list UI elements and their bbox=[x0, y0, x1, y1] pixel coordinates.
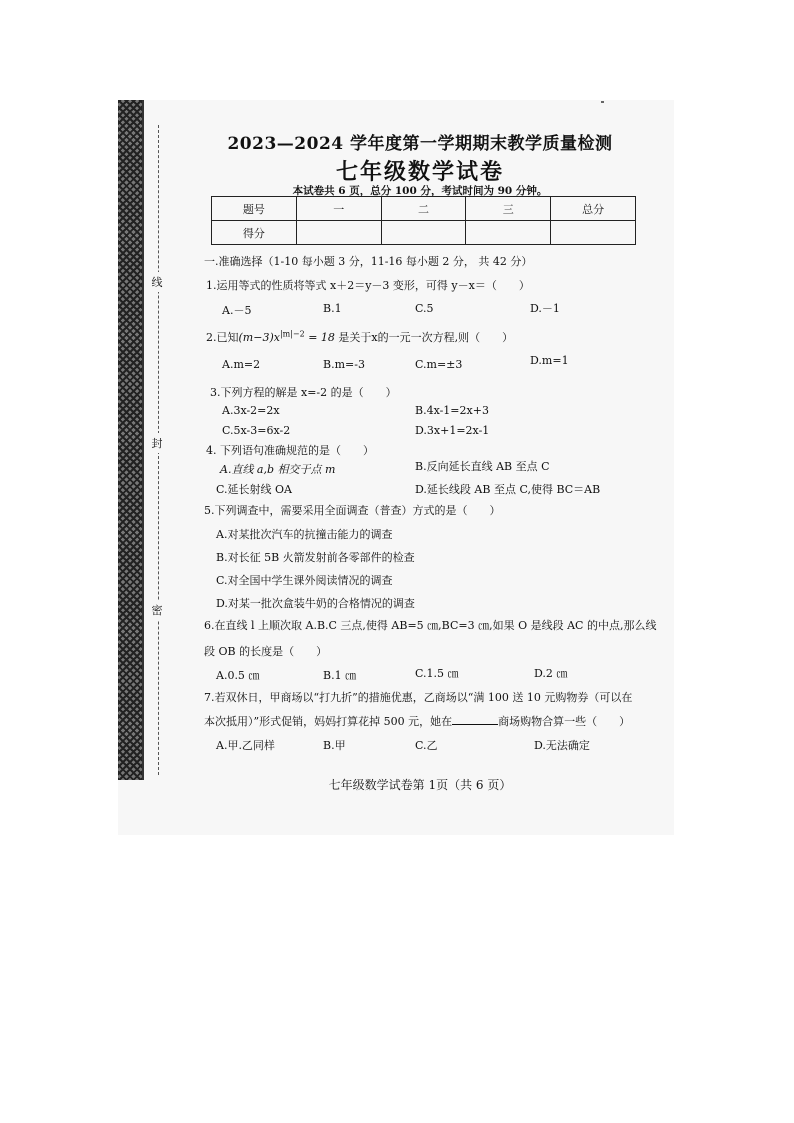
question-6-line1: 6.在直线 l 上顺次取 A.B.C 三点,使得 AB=5 ㎝,BC=3 ㎝,如果 O 是线段 AC 的中点,那么线 bbox=[204, 619, 657, 632]
scan-mark bbox=[601, 101, 604, 103]
q4-option-d: D.延长线段 AB 至点 C,使得 BC＝AB bbox=[415, 483, 601, 496]
q2-option-d: D.m=1 bbox=[530, 354, 569, 367]
q6-option-a: A.0.5 ㎝ bbox=[216, 669, 260, 682]
q7-option-a: A.甲.乙同样 bbox=[216, 739, 275, 752]
seal-label-xian: 线 bbox=[150, 272, 164, 292]
score-cell: 得分 bbox=[212, 221, 297, 245]
page-footer: 七年级数学试卷第 1页（共 6 页） bbox=[328, 778, 512, 792]
q1-option-b: B.1 bbox=[323, 302, 342, 315]
binding-strip bbox=[118, 100, 144, 780]
score-table bbox=[211, 196, 636, 245]
exam-subtitle: 七年级数学试卷 bbox=[335, 159, 504, 185]
question-5: 5.下列调查中，需要采用全面调查（普查）方式的是（ ） bbox=[204, 504, 501, 517]
q7-text-a: 本次抵用）”形式促销，妈妈打算花掉 500 元，她在 bbox=[204, 715, 453, 728]
question-4: 4. 下列语句准确规范的是（ ） bbox=[206, 444, 374, 457]
question-7-line1: 7.若双休日，甲商场以“打九折”的措施优惠，乙商场以“满 100 送 10 元购物券（可以在 bbox=[204, 691, 633, 704]
score-cell: 一 bbox=[296, 197, 381, 221]
q3-option-c: C.5x-3=6x-2 bbox=[222, 424, 291, 437]
q2-equation: (m−3)x bbox=[238, 331, 280, 344]
q6-option-c: C.1.5 ㎝ bbox=[415, 667, 459, 680]
q3-option-a: A.3x-2=2x bbox=[222, 404, 280, 417]
score-table-header-row bbox=[212, 197, 636, 221]
q3-option-b: B.4x-1=2x+3 bbox=[415, 404, 489, 417]
q1-option-a: A.－5 bbox=[222, 304, 252, 317]
q7-option-d: D.无法确定 bbox=[534, 739, 590, 752]
section-heading: 一.准确选择（1-10 每小题 3 分，11-16 每小题 2 分， 共 42 分） bbox=[204, 255, 533, 268]
q7-text-b: 商场购物合算一些（ ） bbox=[498, 715, 631, 728]
question-2 bbox=[206, 329, 513, 345]
q2-text-pre: 2.已知 bbox=[206, 331, 239, 344]
score-input-cell[interactable] bbox=[296, 221, 381, 245]
seal-label-feng: 封 bbox=[150, 433, 164, 453]
q2-equation-rhs: = 18 bbox=[304, 331, 335, 344]
q2-option-a: A.m=2 bbox=[222, 358, 261, 371]
question-1: 1.运用等式的性质将等式 x＋2＝y－3 变形，可得 y－x＝（ ） bbox=[206, 279, 530, 292]
question-3: 3.下列方程的解是 x=-2 的是（ ） bbox=[210, 386, 397, 399]
question-6-line2: 段 OB 的长度是（ ） bbox=[204, 645, 328, 658]
q2-option-b: B.m=-3 bbox=[323, 358, 365, 371]
q1-option-d: D.－1 bbox=[530, 302, 560, 315]
score-table-score-row bbox=[212, 221, 636, 245]
answer-blank[interactable] bbox=[452, 714, 498, 725]
q6-option-d: D.2 ㎝ bbox=[534, 667, 568, 680]
score-cell: 二 bbox=[381, 197, 466, 221]
q5-option-d: D.对某一批次盒装牛奶的合格情况的调查 bbox=[216, 597, 415, 610]
score-input-cell[interactable] bbox=[381, 221, 466, 245]
q4-option-a: A.直线 a,b 相交于点 m bbox=[220, 463, 336, 476]
q5-option-c: C.对全国中学生课外阅读情况的调查 bbox=[216, 574, 393, 587]
q7-option-c: C.乙 bbox=[415, 739, 438, 752]
exam-title: 2023—2024 学年度第一学期期末教学质量检测 bbox=[227, 134, 613, 154]
score-input-cell[interactable] bbox=[551, 221, 636, 245]
q4-option-b: B.反向延长直线 AB 至点 C bbox=[415, 460, 550, 473]
q5-option-a: A.对某批次汽车的抗撞击能力的调查 bbox=[216, 528, 393, 541]
q7-option-b: B.甲 bbox=[323, 739, 346, 752]
score-cell: 题号 bbox=[212, 197, 297, 221]
question-7-line2 bbox=[204, 713, 630, 729]
exam-notice: 本试卷共 6 页，总分 100 分，考试时间为 90 分钟。 bbox=[292, 185, 548, 197]
q5-option-b: B.对长征 5B 火箭发射前各零部件的检查 bbox=[216, 551, 415, 564]
q3-option-d: D.3x+1=2x-1 bbox=[415, 424, 490, 437]
q1-option-c: C.5 bbox=[415, 302, 434, 315]
score-input-cell[interactable] bbox=[466, 221, 551, 245]
q6-option-b: B.1 ㎝ bbox=[323, 669, 357, 682]
score-cell: 三 bbox=[466, 197, 551, 221]
q2-option-c: C.m=±3 bbox=[415, 358, 463, 371]
q4-option-c: C.延长射线 OA bbox=[216, 483, 292, 496]
q2-text-post: 是关于x的一元一次方程,则（ ） bbox=[334, 331, 514, 344]
seal-label-mi: 密 bbox=[150, 600, 164, 620]
q2-exponent: |m|−2 bbox=[279, 329, 305, 339]
score-cell: 总分 bbox=[551, 197, 636, 221]
